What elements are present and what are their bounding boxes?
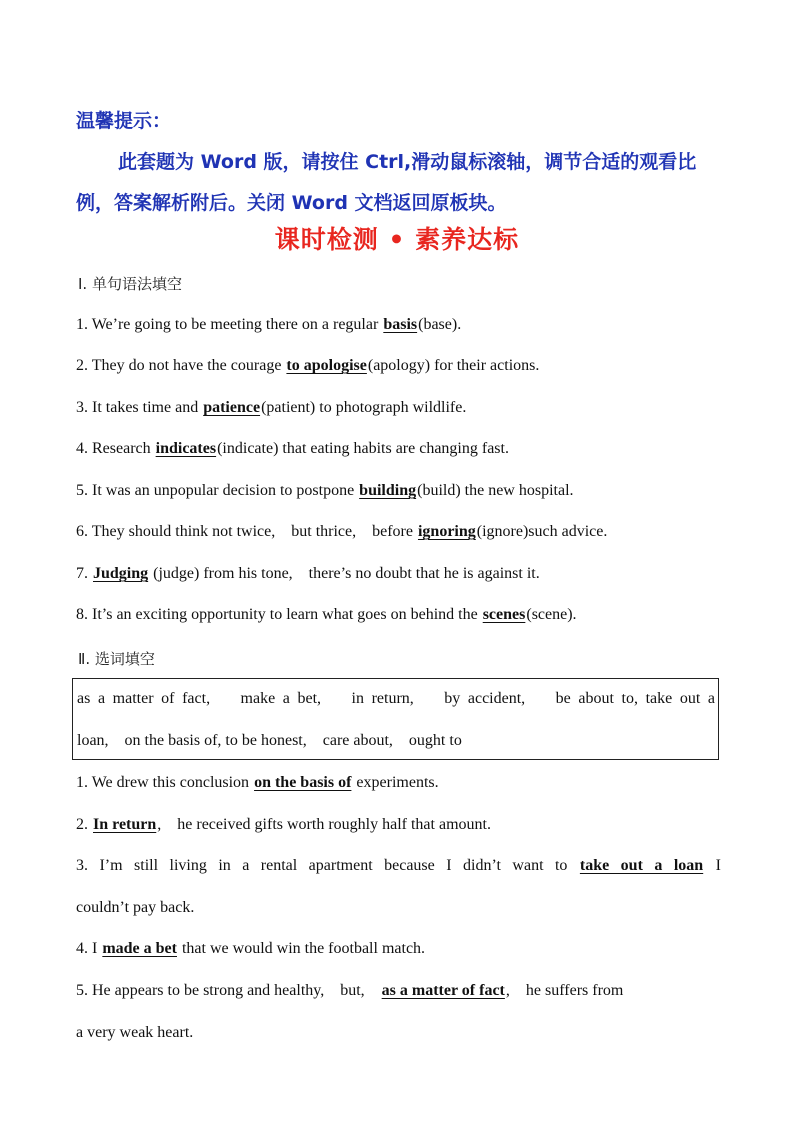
main-title: 课时检测 • 素养达标	[274, 225, 520, 254]
s1-item-6-answer: ignoring	[417, 523, 476, 540]
s2-item-3	[76, 856, 721, 876]
s1-item-4	[76, 439, 721, 459]
s1-item-8-pre: 8. It’s an exciting opportunity to learn what goes on behind the	[76, 606, 482, 623]
s2-item-4-answer: made a bet	[102, 940, 177, 957]
s1-item-6-pre: 6. They should think not twice, but thrice, before	[76, 523, 417, 540]
s1-item-7-pre: 7.	[76, 565, 92, 582]
s2-item-1-answer: on the basis of	[254, 774, 352, 791]
s1-item-3-pre: 3. It takes time and	[76, 399, 203, 416]
s2-item-2-answer: In return	[93, 816, 157, 833]
s2-item-5-continuation: a very weak heart.	[76, 1024, 194, 1041]
s1-item-1	[76, 315, 721, 335]
s2-item-3-post: I	[704, 857, 721, 874]
s2-item-2-post: , he received gifts worth roughly half that amount.	[157, 816, 491, 833]
tip-title: 温馨提示：	[76, 110, 172, 132]
s1-item-5-post: (build) the new hospital.	[417, 482, 574, 499]
s2-item-2	[76, 815, 721, 835]
s1-item-7-post: (judge) from his tone, there’s no doubt that he is against it.	[149, 565, 540, 582]
section2-heading: Ⅱ. 选词填空	[78, 650, 155, 668]
s1-item-7-answer: Judging	[93, 565, 149, 582]
s2-item-3-answer: take out a loan	[579, 857, 704, 874]
s1-item-4-pre: 4. Research	[76, 440, 155, 457]
s2-item-2-pre: 2.	[76, 816, 92, 833]
s1-item-8	[76, 605, 721, 625]
section1-heading: Ⅰ. 单句语法填空	[78, 275, 182, 293]
s2-item-4-post: that we would win the football match.	[177, 940, 426, 957]
s2-item-3-continuation: couldn’t pay back.	[76, 899, 195, 916]
s1-item-6-post: (ignore)such advice.	[476, 523, 608, 540]
s2-item-5-post: , he suffers from	[505, 982, 624, 999]
s1-item-5-pre: 5. It was an unpopular decision to postpone	[76, 482, 359, 499]
word-bank-box	[72, 678, 719, 760]
tip-body	[76, 142, 722, 224]
s2-item-5	[76, 981, 721, 1001]
s2-item-1-post: experiments.	[352, 774, 439, 791]
word-bank-line-1: as a matter of fact, make a bet, in return, by accident, be about to, take out a	[77, 690, 715, 707]
s1-item-5	[76, 481, 721, 501]
s1-item-2-pre: 2. They do not have the courage	[76, 357, 286, 374]
s2-item-4-pre: 4. I	[76, 940, 102, 957]
s1-item-3-answer: patience	[203, 399, 261, 416]
s1-item-1-pre: 1. We’re going to be meeting there on a regular	[76, 316, 383, 333]
word-bank-line-2: loan, on the basis of, to be honest, care about, ought to	[77, 732, 462, 749]
s1-item-5-answer: building	[359, 482, 417, 499]
s2-item-5-answer: as a matter of fact	[381, 982, 505, 999]
s1-item-1-answer: basis	[383, 316, 418, 333]
s2-item-1-pre: 1. We drew this conclusion	[76, 774, 254, 791]
s2-item-5-pre: 5. He appears to be strong and healthy, but,	[76, 982, 381, 999]
s2-item-4	[76, 939, 721, 959]
s1-item-8-post: (scene).	[526, 606, 577, 623]
tip-body-text: 此套题为 Word 版，请按住 Ctrl,滑动鼠标滚轴，调节合适的观看比例，答案解析附后。关闭 Word 文档返回原板块。	[76, 151, 697, 214]
s1-item-3	[76, 398, 721, 418]
s1-item-2	[76, 356, 721, 376]
s1-item-8-answer: scenes	[482, 606, 526, 623]
s1-item-2-answer: to apologise	[286, 357, 367, 374]
s1-item-1-post: (base).	[418, 316, 462, 333]
s1-item-7	[76, 564, 721, 584]
s1-item-4-post: (indicate) that eating habits are changing fast.	[217, 440, 509, 457]
s2-item-1	[76, 773, 721, 793]
s1-item-3-post: (patient) to photograph wildlife.	[261, 399, 467, 416]
s1-item-4-answer: indicates	[155, 440, 217, 457]
s1-item-2-post: (apology) for their actions.	[367, 357, 540, 374]
s2-item-3-pre: 3. I’m still living in a rental apartment because I didn’t want to	[76, 857, 579, 874]
s1-item-6	[76, 522, 721, 542]
